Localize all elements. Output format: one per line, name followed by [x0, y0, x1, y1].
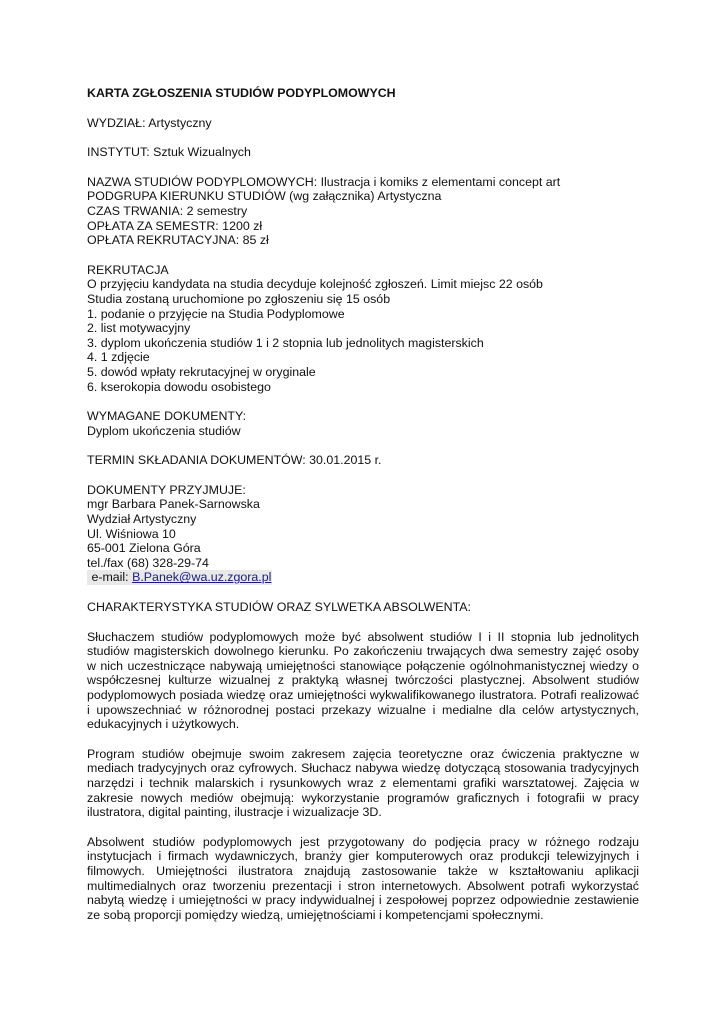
recruitment-line: Studia zostaną uruchomione po zgłoszeniu się 15 osób: [87, 291, 391, 306]
recruitment-heading: REKRUTACJA: [87, 262, 169, 277]
required-documents-text: Dyplom ukończenia studiów: [87, 423, 241, 438]
recruitment-list-item: 6. kserokopia dowodu osobistego: [87, 379, 271, 394]
email-label: e-mail:: [88, 570, 133, 585]
recruitment-line: O przyjęciu kandydata na studia decyduje kolejność zgłoszeń. Limit miejsc 22 osób: [87, 277, 543, 292]
contact-block: [87, 483, 639, 585]
study-duration: CZAS TRWANIA: 2 semestry: [87, 203, 248, 218]
recruitment-list-item: 3. dyplom ukończenia studiów 1 i 2 stopnia lub jednolitych magisterskich: [87, 335, 484, 350]
contact-heading: DOKUMENTY PRZYJMUJE:: [87, 482, 246, 497]
contact-email-row: [87, 570, 639, 585]
contact-street: Ul. Wiśniowa 10: [87, 526, 176, 541]
paragraph-program: Program studiów obejmuje swoim zakresem zajęcia teoretyczne oraz ćwiczenia praktyczne w mediach tradycyjnych oraz cyfrowych. Słuchacz nabywa wiedzę dotyczącą stosowania tradycyjnych narzędzi i technik malarskich i rysunkowych wraz z elementami grafiki warsztatowej. Zajęcia w zakresie nowych mediów obejmują: wykorzystanie programów graficznych i fotografii w pracy ilustratora, digital painting, ilustracje i wizualizacje 3D.: [87, 746, 639, 820]
recruitment-fee: OPŁATA REKRUTACYJNA: 85 zł: [87, 233, 269, 248]
required-documents-block: [87, 409, 639, 438]
paragraph-career: Absolwent studiów podyplomowych jest przygotowany do podjęcia pracy w różnego rodzaju instytucjach i firmach wydawniczych, branży gier komputerowych oraz produkcji telewizyjnych i filmowych. Umiejętności ilustratora znajdują zastosowanie także w kształtowaniu aplikacji multimedialnych oraz tworzeniu prezentacji i stron internetowych. Absolwent potrafi wykorzystać nabytą wiedzę i umiejętności w pracy indywidualnej i zespołowej poprzez odpowiednie zestawienie ze sobą proporcji pomiędzy wiedzą, umiejętnościami i kompetencjami społecznymi.: [87, 834, 639, 922]
contact-department: Wydział Artystyczny: [87, 512, 197, 527]
contact-phone: tel./fax (68) 328-29-74: [87, 555, 209, 570]
required-documents-heading: WYMAGANE DOKUMENTY:: [87, 409, 247, 424]
study-info-block: [87, 175, 639, 248]
institute-line: INSTYTUT: Sztuk Wizualnych: [87, 145, 251, 160]
semester-fee: OPŁATA ZA SEMESTR: 1200 zł: [87, 218, 263, 233]
characteristics-heading: CHARAKTERYSTYKA STUDIÓW ORAZ SYLWETKA ABSOLWENTA:: [87, 600, 471, 615]
paragraph-graduate-profile: Słuchaczem studiów podyplomowych może być absolwent studiów I i II stopnia lub jednolitych studiów magisterskich dowolnego kierunku. Po zakończeniu trwających dwa semestry zajęć osoby w nich uczestniczące nabywają umiejętności stanowiące połączenie ogólnohmanistycznej wiedzy o współczesnej kulturze wizualnej z praktyką własnej twórczości plastycznej. Absolwent studiów podyplomowych posiada wiedzę oraz umiejętności wykwalifikowanego ilustratora. Potrafi realizować i upowszechniać w różnorodnej postaci przekazy wizualne i medialne dla celów artystycznych, edukacyjnych i użytkowych.: [87, 629, 639, 732]
recruitment-list-item: 2. list motywacyjny: [87, 321, 191, 336]
recruitment-list-item: 5. dowód wpłaty rekrutacyjnej w oryginale: [87, 364, 316, 379]
document-title: KARTA ZGŁOSZENIA STUDIÓW PODYPLOMOWYCH: [87, 86, 396, 100]
recruitment-list-item: 1. podanie o przyjęcie na Studia Podyplomowe: [87, 306, 345, 321]
faculty-line: WYDZIAŁ: Artystyczny: [87, 115, 212, 130]
deadline-line: TERMIN SKŁADANIA DOKUMENTÓW: 30.01.2015 r.: [87, 453, 382, 468]
recruitment-list-item: 4. 1 zdjęcie: [87, 350, 150, 365]
contact-city: 65-001 Zielona Góra: [87, 541, 201, 556]
document-content: [87, 86, 639, 937]
email-field-box: [87, 570, 272, 585]
study-subgroup: PODGRUPA KIERUNKU STUDIÓW (wg załącznika) Artystyczna: [87, 189, 442, 204]
study-name: NAZWA STUDIÓW PODYPLOMOWYCH: Ilustracja i komiks z elementami concept art: [87, 174, 561, 189]
recruitment-block: [87, 263, 639, 394]
email-link[interactable]: B.Panek@wa.uz.zgora.pl: [132, 570, 272, 585]
contact-name: mgr Barbara Panek-Sarnowska: [87, 497, 260, 512]
